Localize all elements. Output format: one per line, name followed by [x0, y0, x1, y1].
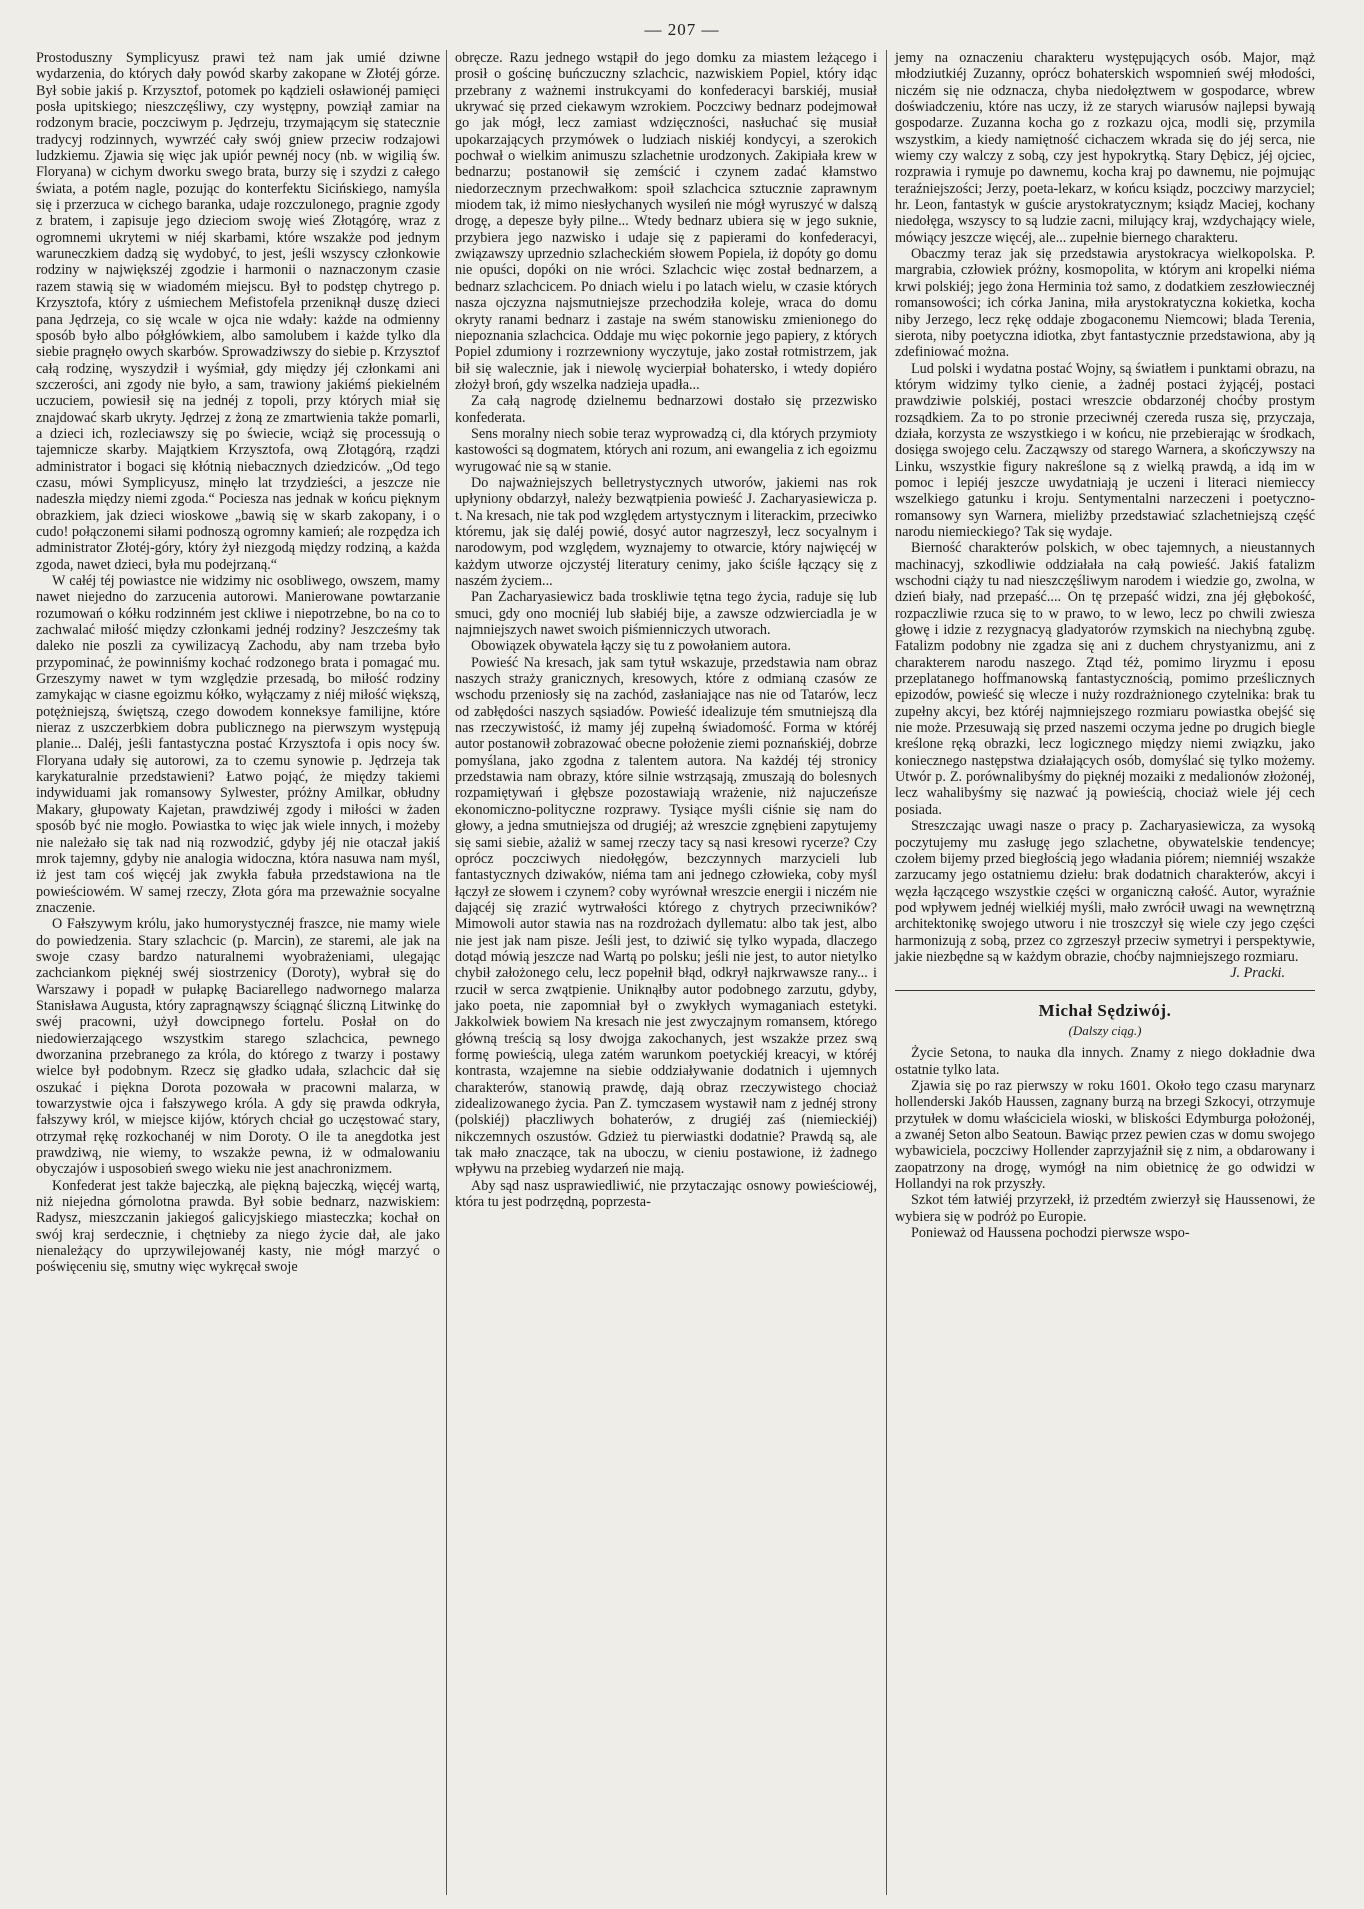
paragraph: Prostoduszny Symplicyusz prawi też nam jak umié dziwne wydarzenia, do których dały powód skarby zakopane w Złotéj górze. Był sobie jakiś p. Krzysztof, potomek po kądzieli osławionéj pamięci posła upitskiego; nieszczęśliwy, czy występny, powziął zamiar na rodzonym bracie, poczciwym p. Jędrzeju, trzymającym się statecznie tradycyj rodzinnych, wywrzéć cały swój gniew przeciw rodzajowi ludzkiemu. Zjawia się więc jak upiór pewnéj nocy (nb. w wigilią św. Floryana) w cichym dworku swego brata, burzy się i szydzi z całego świata, a potém nagle, pozując do konterfektu Sicińskiego, namyśla się i przerzuca w cichego baranka, udaje rozczulonego, pragnie zgody z bratem, i zapisuje jego dzieciom swoję wieś Złotągórę, wraz z ogromnemi ukrytemi w niéj skarbami, które wszakże pod jednym waruneczkiem dadzą się wydobyć, to jest, jeśli wszyscy członkowie rodziny w największéj zgodzie i harmonii o naznaczonym czasie razem stawią się w wiadomém miejscu. Był to podstęp chytrego p. Krzysztofa, który z uśmiechem Mefistofela przeniknął duszę dzieci pana Jędrzeja, co się wcale w ojca nie wdały: każde na odmienny sposób było albo półgłówkiem, albo samolubem i każde tylko dla siebie pragnęło owych skarbów. Sprowadziwszy do siebie p. Krzysztof całą rodzinę, wyszydził i wyśmiał, gdy między jéj członkami ani szczerości, ani zgody nie było, a sam, trawiony jakiémś piekielném uczuciem, powiesił się na jednéj z topoli, przy których miał się znajdować skarb ukryty. Jędrzej z żoną ze zmartwienia także pomarli, a dzieci ich, rozleciawszy się po świecie, wciąż się processują o tajemnicze skarby. Majątkiem Krzysztofa, ową Złotągórą, rządzi administrator i bogaci się kłótnią niebacznych dziedziców. „Od tego czasu, mówi Symplicyusz, minęło lat trzydzieści, a jeszcze nie nadeszła między niemi zgoda.“ Pociesza nas jednak w końcu pięknym obrazkiem, jak dzieci wioskowe „bawią się w skarb zakopany, i o cudo! połączonemi siłami podnoszą ogromny kamień; ale rozpędza ich administrator Złotéj-góry, który żył niezgodą między rodziną, a każda zgoda, nawet dzieci, była mu podejrzaną.“ [36, 50, 440, 573]
paragraph: Szkot tém łatwiéj przyrzekł, iż przedtém zwierzył się Haussenowi, że wybiera się w podróż po Europie. [895, 1192, 1315, 1225]
column-divider [886, 50, 887, 1895]
paragraph: Powieść Na kresach, jak sam tytuł wskazuje, przedstawia nam obraz naszych straży granicznych, kresowych, które z odmianą czasów ze wschodu przeniosły się na zachód, zasłaniające nas nie od Tatarów, lecz od zabłędości naszych sąsiadów. Powieść idealizuje tém smutniejszą dla nas rzeczywistość, iż mamy jéj zupełną świadomość. Forma w któréj autor postanowił zobrazować obecne położenie ziemi poznańskiéj, dobrze pomyślana, jako zgodna z talentem autora. Na każdéj téj stronicy przedstawia nam obrazy, które silnie wstrząsają, zmuszają do bolesnych rozpamiętywań i głębsze pozostawiają wrażenie, niż najuczeńsze ekonomiczno-polityczne rozprawy. Tysiące myśli ciśnie się nam do głowy, a jedna smutniejsza od drugiéj; aż wreszcie zgnębieni zapytujemy się sami siebie, ażaliż w samej rzeczy tacy są nasi kresowi rycerze? Czy oprócz poczciwych niedołęgów, bezczynnych marzycieli lub fantastycznych dziwaków, niéma tam ani jednego człowieka, coby myśl łączył ze słowem i czynem? coby wyrównał wreszcie energii i niczém nie dającéj się zrazić wytrwałości którego z chytrych przeciwników? Mimowoli autor stawia nas na rozdrożach dyllematu: albo tak jest, albo nie jest jak nam pisze. Jeśli jest, to dziwić się tylko wypada, dlaczego dotąd mówią jeszcze nad Wartą po polsku; jeśli nie jest, to autor nietylko chybił założonego celu, lecz popełnił błąd, odkrył najkrwawsze rany... i rzucił w serca zwątpienie. Uniknąłby autor podobnego zarzutu, gdyby, jako poeta, nie zapomniał był o zwykłych wymaganiach estetyki. Jakkolwiek bowiem Na kresach nie jest zwyczajnym romansem, którego główną treścią są losy dwojga zakochanych, jest wszakże przez swą formę powieścią, ulega zatém warunkom poetyckiéj kreacyi, w któréj kontrasta, wzajemne na siebie oddziaływanie dodatnich i ujemnych charakterów, stanowią prawdę, dają obraz rzeczywistego chociaż zidealizowanego życia. Pan Z. tymczasem wystawił nam z jednéj strony (polskiéj) płaczliwych bohaterów, z drugiéj zaś (niemieckiéj) nikczemnych oszustów. Gdzież tu pierwiastki dodatnie? Prawdą są, ale tak mało znaczące, tak na uboczu, w cieniu postawione, iż żadnego wpływu na przebieg wydarzeń nie mają. [455, 654, 877, 1178]
paragraph: Zjawia się po raz pierwszy w roku 1601. Około tego czasu marynarz hollenderski Jakób Haussen, zagnany burzą na brzegi Szkocyi, otrzymuje przytułek w domu właściciela wioski, w bliskości Edymburga położonéj, a zwanéj Seton albo Seatoun. Bawiąc przez pewien czas w domu swojego wybawiciela, poczciwy Hollender zaprzyjaźnił się z nim, a obdarowany i zaopatrzony na drogę, wymógł na nim obietnicę że go odwidzi w Hollandyi na rok przyszły. [895, 1077, 1315, 1193]
author-signature: J. Pracki. [1230, 965, 1285, 982]
paragraph: Lud polski i wydatna postać Wojny, są światłem i punktami obrazu, na którym widzimy tylko cienie, a żadnéj postaci żyjącéj, postaci prawdziwie polskiéj, postaci wreszcie obdarzonéj choćby prostym rozsądkiem. Za to po stronie przeciwnéj czereda rusza się, przyczaja, działa, korzysta ze wszystkiego i w końcu, nie przebierając w środkach, dosięga swojego celu. Zacząwszy od starego Warnera, a skończywszy na Linku, wszystkie figury nakreślone są z wielką prawdą, a idą im w pomoc i lepiéj jeszcze uwydatniają je uczeni i literaci niemieccy wszelkiego gatunku i kroju. Sentymentalni narzeczeni i poetyczno-romansowy syn Warnera, mieliżby przedstawiać szlachetniejszą część narodu niemieckiego? Tak się wydaje. [895, 360, 1315, 540]
paragraph: Bierność charakterów polskich, w obec tajemnych, a nieustannych machinacyj, szkodliwie oddziałała na całą powieść. Jakiś fatalizm wschodni ciąży tu nad nieszczęśliwym narodem i wiedzie go, zwolna, w dzień biały, nad przepaść.... On tę przepaść widzi, zna jéj głębokość, rozpaczliwie rzuca się to w prawo, to w lewo, lecz po chwili zwiesza głowę i idzie z rezygnacyą gladyatorów rzymskich na niechybną zgubę. Fatalizm podobny nie zgadza się ani z duchem chrystyanizmu, ani z charakterem narodu naszego. Ztąd téż, pomimo liryzmu i eposu przeplatanego hoffmanowską fantastycznością, pomimo prześlicznych epizodów, powieść się wlecze i nuży rozdrażnionego czytelnika: brak tu zupełny akcyi, bez któréj najmniejszego rozmiaru powiastka obejść się nie może. Przesuwają się przed naszemi oczyma jedne po drugich biegle kreślone ręką obrazki, lecz logicznego między niemi związku, jako koniecznego następstwa działających osób, domyślać się tylko możemy. Utwór p. Z. porównalibyśmy do pięknéj mozaiki z medalionów złożonéj, lecz wahalibyśmy się nazwać ją powieścią, chociaż wiele jéj cech posiada. [895, 540, 1315, 818]
section-divider [895, 990, 1315, 991]
paragraph: Sens moralny niech sobie teraz wyprowadzą ci, dla których przymioty kastowości są dogmatem, których ani rozum, ani ewangelia z ich egoizmu wyrugować nie są w stanie. [455, 425, 877, 475]
paragraph: Obowiązek obywatela łączy się tu z powołaniem autora. [471, 638, 791, 655]
paragraph: Do najważniejszych belletrystycznych utworów, jakiemi nas rok upłyniony obdarzył, należy bezwątpienia powieść J. Zacharyasiewicza p. t. Na kresach, nie tak pod względem artystycznym i literackim, przeciwko któremu, jak się daléj powié, dosyć autor nagrzeszył, lecz socyalnym i narodowym, pod względem, wyznajemy to otwarcie, który najwięcéj w każdym utworze ojczystéj literatury cenimy, jako ściśle łączący się z naszém życiem... [455, 474, 877, 589]
column-divider [446, 50, 447, 1895]
column-1 [36, 50, 440, 1276]
paragraph: W całéj téj powiastce nie widzimy nic osobliwego, owszem, mamy nawet niejedno do zarzucenia autorowi. Manierowane powtarzanie rozumowań o kółku rodzinném jest ckliwe i niepotrzebne, bo na co to zachwalać miłość między członkami jednéj rodziny? Jeszcześmy tak daleko nie poszli za cywilizacyą Zachodu, aby nam trzeba było przypominać, że powinniśmy kochać rodzonego brata i pomagać mu. Grzeszymy nawet w tym względzie przesadą, bo miłość rodziny zamykając w ciasne egoizmu kółko, wyłączamy z niéj miłość większą, potężniejszą, świętszą, czego dowodem konneksye familijne, które nieraz z uszczerbkiem dobra publicznego na pierwszym występują planie... Daléj, jeśli fantastyczna postać Krzysztofa i opis nocy św. Floryana udały się autorowi, za to czemu synowie p. Jędrzeja tak karykaturalnie przedstawieni? Łatwo pojąć, że między takiemi indywiduami jak romansowy Sylwester, próżny Amilkar, obłudny Makary, głupowaty Kajetan, prawdziwéj zgody i miłości w żaden sposób być nie mogło. Powiastka to więc jak wiele innych, i możeby nie należało się tak nad nią rozwodzić, gdyby jéj nie otaczał jakiś mrok tajemny, gdyby nie analogia widoczna, która nasuwa nam myśl, iż jest tam coś więcéj jak zwykła fabuła przedstawiona na tle powieściowém. W samej rzeczy, Złota góra ma przeważnie socyalne znaczenie. [36, 573, 440, 916]
column-3 [895, 50, 1315, 1241]
paragraph: jemy na oznaczeniu charakteru występujących osób. Major, mąż młodziutkiéj Zuzanny, oprócz bohaterskich wspomnień swéj młodości, niczém się nie odznacza, chyba niedołęztwem w gospodarce, wbrew doświadczeniu, które nas uczy, iż ze starych wiarusów najlepsi bywają gospodarze. Zuzanna kocha go z rozkazu ojca, modli się, przymila wszystkim, a kiedy namiętność cichaczem wkrada się do jéj serca, nie wiemy czy walczy z sobą, czy jest hypokrytką. Stary Dębicz, jéj ojciec, rozprawia i rymuje po dawnemu, kocha kraj po dawnemu, nie pojmując teraźniejszości; Jerzy, poeta-lekarz, w końcu ksiądz, poczciwy marzyciel; hr. Leon, fantastyk w guście arystokratycznym; ksiądz Maciej, kochany niedołęga, wszyscy to są ludzie zacni, milujący kraj, wzdychający wiele, mówiący jeszcze więcéj, ale... zupełnie biernego charakteru. [895, 50, 1315, 246]
paragraph: Streszczając uwagi nasze o pracy p. Zacharyasiewicza, za wysoką poczytujemy mu zasługę jego szlachetne, obywatelskie tendencye; czołem bijemy przed biegłością jego władania piórem; niemniéj wszakże zarzucamy jego ostatniemu dziełu: brak dodatnich charakterów, akcyi i węzła łączącego wszystkie części w organiczną całość. Autor, wyraźnie pod wpływem jednéj wielkiéj myśli, mało zwrócił uwagi na wewnętrzną architektonikę swojego utworu i nie troszczył się wiele czy jego części harmonizują z sobą, przez co zgrzeszył przeciw symetryi i perspektywie, jakie niezbędne są w każdym obrazie, choćby najmniejszego rozmiaru. [895, 818, 1315, 965]
paragraph: Pan Zacharyasiewicz bada troskliwie tętna tego życia, raduje się lub smuci, gdy ono mocniéj lub słabiéj bije, a zawsze odzwierciadla je w najmniejszych nawet swoich piśmienniczych utworach. [455, 589, 877, 639]
paragraph: Konfederat jest także bajeczką, ale piękną bajeczką, więcéj wartą, niż niejedna górnolotna prawda. Był sobie bednarz, nazwiskiem: Radysz, mieszczanin jakiegoś galicyjskiego miasteczka; kochał on swój kraj serdecznie, i chętnieby za niego życie dał, ale jako nienależący do uprzywilejowanéj kasty, nie mógł marzyć o poświęceniu się, smutny więc wykręcał swoje [36, 1177, 440, 1276]
page-number: — 207 — [644, 20, 720, 39]
paragraph: Aby sąd nasz usprawiedliwić, nie przytaczając osnowy powieściowéj, która tu jest podrzędną, poprzesta- [455, 1177, 877, 1211]
paragraph: Obaczmy teraz jak się przedstawia arystokracya wielkopolska. P. margrabia, człowiek próżny, kosmopolita, w którym ani kropelki niéma krwi polskiéj; jego żona Herminia toż samo, z dodatkiem zeszłowiecznéj romansowości; ich córka Janina, miła arystokratyczna kokietka, kocha niby Jerzego, lecz rękę oddaje zbogaconemu Niemcowi; blada Terenia, sierota, niby poetyczna idiotka, zbyt fantastycznie przedstawiona, aby ją zdefiniować można. [895, 246, 1315, 361]
paragraph: Ponieważ od Haussena pochodzi pierwsze wspo- [911, 1225, 1190, 1242]
paragraph: Za całą nagrodę dzielnemu bednarzowi dostało się przezwisko konfederata. [455, 393, 877, 426]
paragraph: obręcze. Razu jednego wstąpił do jego domku za miastem leżącego i prosił o gościnę buńczuczny szlachcic, nazwiskiem Popiel, który idąc przebrany z ważnemi instrukcyami do konfederacyi barskiéj, musiał ukrywać się przed ciekawym wzrokiem. Poczciwy bednarz podejmował go jak mógł, lecz zamiast wdzięczności, nasłuchać się musiał upokarzających przymówek o ludziach niskiéj kondycyi, a szerokich pochwał o wielkim animuszu szlachetnie urodzonych. Zakipiała krew w bednarzu; postanowił się zemścić i czynem zadać kłamstwo niedorzecznym przechwałkom: spoił szlachcica sztucznie zaprawnym miodem tak, iż mimo niesłychanych wysileń nie mógł wyruszyć w dalszą drogę, a depesze były pilne... Wtedy bednarz ubiera się w jego suknie, przybiera jego nazwisko i udaje się z papierami do konfederacyi, związawszy uprzednio szlacheckiém słowem Popiela, iż dopóty go domu nie opuści, dopóki on nie wróci. Szlachcic więc został bednarzem, a bednarz szlachcicem. Po dniach wielu i po latach wielu, w czasie których nasza ojczyzna najsmutniejsze przechodziła koleje, wraca do domu okryty ranami bednarz i zastaje na swém stanowisku zmienionego do niepoznania szlachcica. Oddaje mu więc pokornie jego papiery, z których Popiel zdumiony i rozrzewniony wyczytuje, jako został rotmistrzem, jak bił się walecznie, jak i niewolę wycierpiał bohatersko, i wtedy dopiéro złożył broń, gdy wszelka nadzieja upadła... [455, 50, 877, 393]
article-title: Michał Sędziwój. [1038, 1000, 1172, 1020]
paragraph: Życie Setona, to nauka dla innych. Znamy z niego dokładnie dwa ostatnie tylko lata. [895, 1045, 1315, 1078]
column-2 [455, 50, 877, 1210]
paragraph: O Fałszywym królu, jako humorystycznéj fraszce, nie mamy wiele do powiedzenia. Stary szlachcic (p. Marcin), ze staremi, ale jak na swoje czasy bardzo naturalnemi wyobrażeniami, ulegając zachciankom pięknéj swéj siostrzenicy (Doroty), wybrał się do Warszawy i popadł w pułapkę Baciarellego nadwornego malarza Stanisława Augusta, który zapragnąwszy ściągnąć śliczną Litwinkę do swéj pracowni, użył dowcipnego fortelu. Posłał on do niedowierzającego wszystkim starego szlachcica, pewnego dworzanina przebranego za króla, do którego z twarzy i postawy wielce był podobnym. Rzecz się gładko udała, szlachcic dał się oszukać i piękna Dorota pozowała w pracowni malarza, w towarzystwie ojca i fałszywego króla. A gdy się prawda odkryła, fałszywy król, w miejsce kijów, których chciał go uczęstować stary, otrzymał rękę rozkochanéj w nim Doroty. O ile ta anegdotka jest prawdziwą, nie wiemy, to wszakże pewna, iż w odmalowaniu obyczajów i usposobień swego wieku nie jest anachronizmem. [36, 916, 440, 1178]
article-subtitle: (Dalszy ciąg.) [1068, 1022, 1142, 1038]
